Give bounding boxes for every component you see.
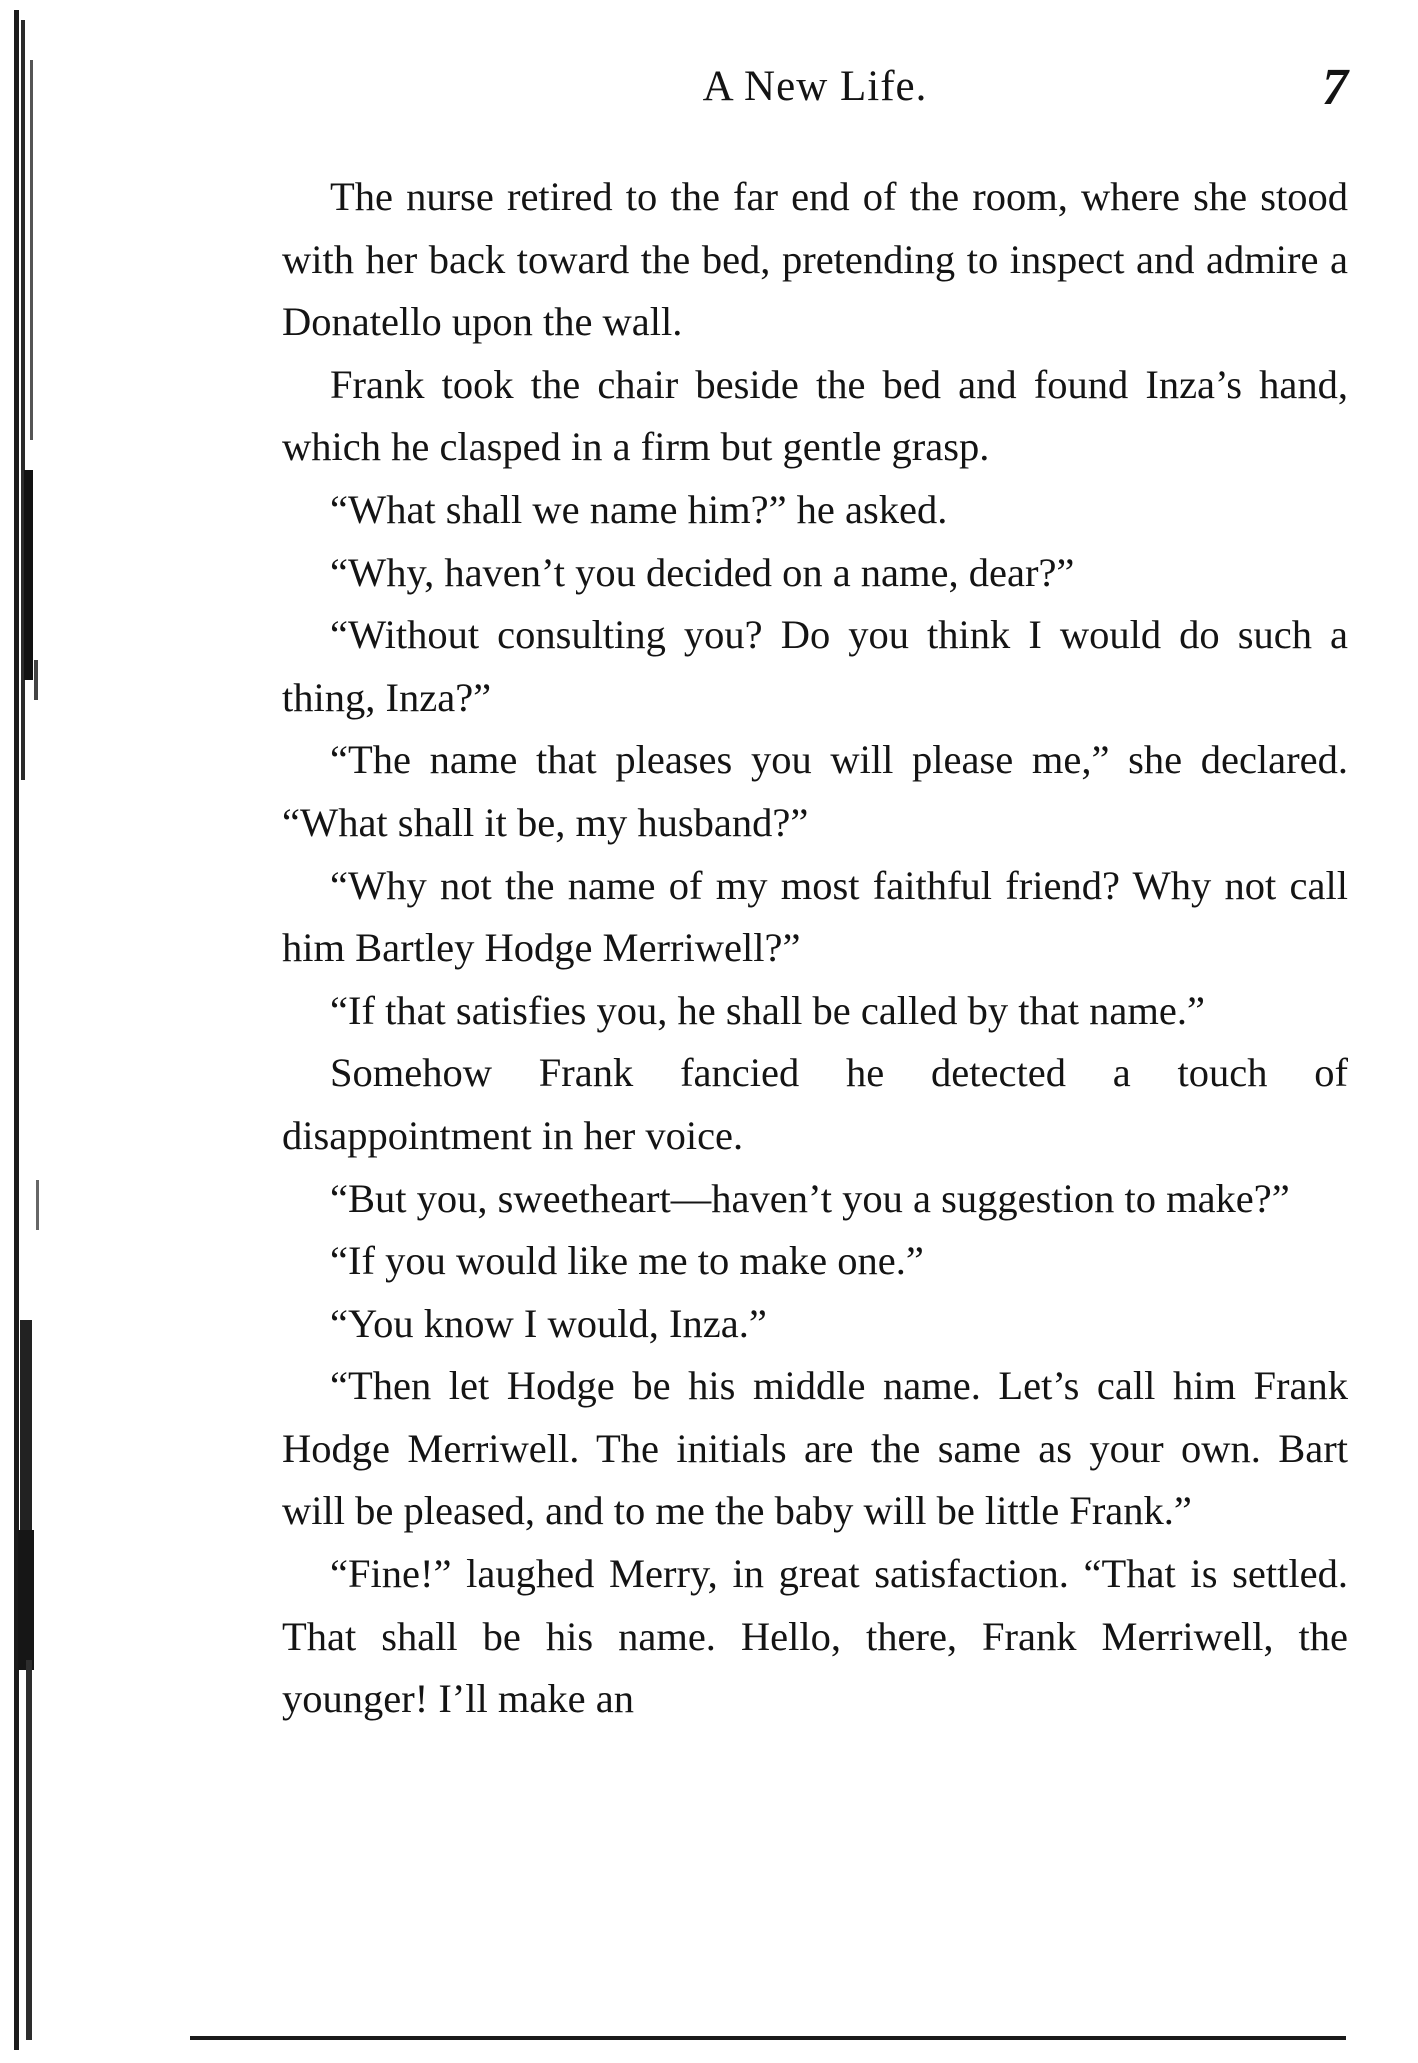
paragraph: The nurse retired to the far end of the room, where she stood with her back toward the bed, pretending to inspect and admire a Donatello upon the wall. [282,174,1348,345]
paragraph: “Why not the name of my most faithful friend? Why not call him Bartley Hodge Merriwell?” [282,862,1348,971]
page-header [282,59,1348,132]
paragraph: “But you, sweetheart—haven’t you a suggestion to make?” [330,1175,1290,1221]
paragraph: “The name that pleases you will please me,” she declared. “What shall it be, my husband?” [282,737,1348,845]
bottom-rule [190,2036,1346,2040]
binding-edge-scan [0,0,56,2063]
paragraph: “If you would like me to make one.” [330,1238,924,1284]
body-text [282,166,1348,1731]
paragraph: “Why, haven’t you decided on a name, dear?” [330,549,1075,595]
paragraph: Frank took the chair beside the bed and found Inza’s hand, which he clasped in a firm but gentle grasp. [282,361,1348,470]
paragraph: “Without consulting you? Do you think I would do such a thing, Inza?” [282,612,1348,720]
running-title: A New Life. [702,63,928,110]
paragraph: “What shall we name him?” he asked. [330,486,948,532]
paragraph: “If that satisfies you, he shall be called by that name.” [330,987,1205,1033]
paragraph: “Then let Hodge be his middle name. Let’s call him Frank Hodge Merriwell. The initials are the same as your own. Bart will be pleased, and to me the baby will be little Frank.” [282,1363,1348,1534]
paragraph: Somehow Frank fancied he detected a touch of disappointment in her voice. [282,1050,1348,1158]
page-number: 7 [1322,59,1348,116]
paragraph: “Fine!” laughed Merry, in great satisfaction. “That is settled. That shall be his name. Hello, there, Frank Merriwell, the younger! I’ll make an [282,1551,1348,1722]
paragraph: “You know I would, Inza.” [330,1300,767,1346]
